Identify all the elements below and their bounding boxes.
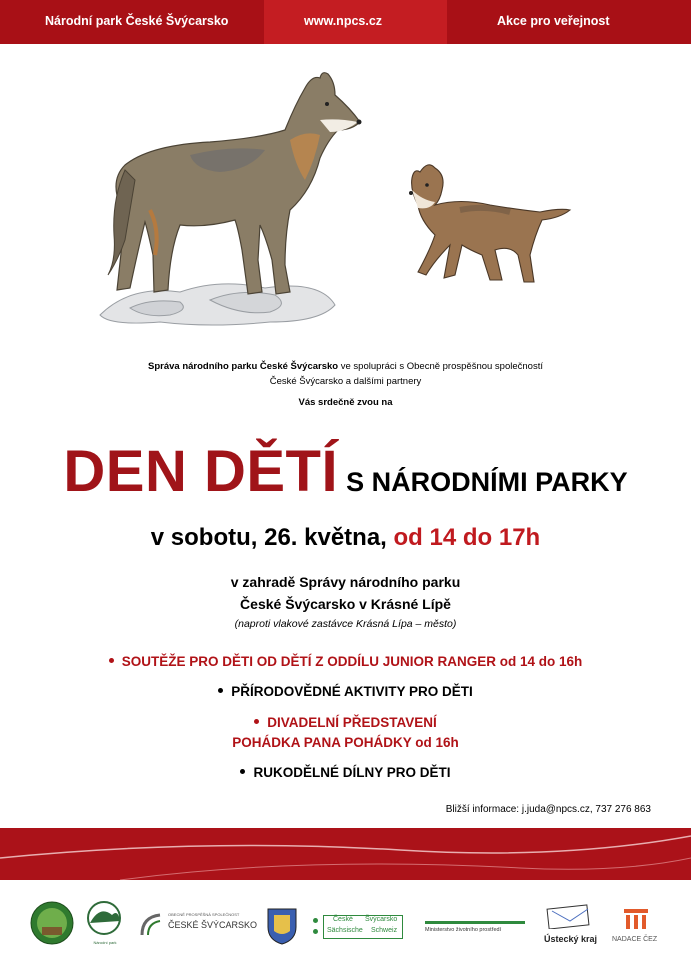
program-item-text: PŘÍRODOVĚDNÉ AKTIVITY PRO DĚTI	[231, 684, 473, 699]
website-link[interactable]: www.npcs.cz	[304, 14, 383, 28]
program-item	[0, 715, 691, 730]
event-date	[0, 524, 691, 552]
national-park-logo	[82, 901, 128, 945]
title-sub: S NÁRODNÍMI PARKY	[346, 467, 628, 497]
region-cz-2: Švýcarsko	[365, 916, 398, 923]
program-item	[0, 684, 691, 699]
program-item-text: SOUTĚŽE PRO DĚTI OD DĚTÍ Z ODDÍLU JUNIOR RANGER	[121, 654, 496, 669]
ops-logo-small: OBECNĚ PROSPĚŠNÁ SPOLEČNOST	[168, 912, 240, 917]
contact-info: Bližší informace: j.juda@npcs.cz, 737 276 863	[445, 804, 651, 815]
program-item-text: RUKODĚLNÉ DÍLNY PRO DĚTI	[253, 765, 451, 780]
event-category: Akce pro veřejnost	[497, 14, 610, 28]
invitation: Vás srdečně zvou na	[298, 397, 393, 408]
np-emblem-icon	[82, 901, 126, 935]
venue-line-2: České Švýcarsko v Krásné Lípě	[240, 596, 451, 612]
region-cz-1: České	[333, 916, 353, 923]
title-main: DEN DĚTÍ	[63, 439, 339, 504]
region-dot-icon	[313, 918, 318, 923]
region-de-2: Schweiz	[371, 927, 398, 934]
np-logo-caption: Národní park	[93, 940, 117, 945]
ops-swirl-icon	[138, 911, 166, 939]
bullet-icon	[254, 719, 259, 724]
coat-of-arms-logo	[266, 907, 298, 945]
venue-note: (naproti vlakové zastávce Krásná Lípa – město)	[234, 618, 457, 630]
program-item-text: DIVADELNÍ PŘEDSTAVENÍ	[267, 715, 437, 730]
bullet-icon	[109, 658, 114, 663]
event-title	[0, 438, 691, 502]
wave-decoration	[0, 828, 691, 880]
program-item-line2: POHÁDKA PANA POHÁDKY od 16h	[232, 735, 459, 750]
partner-logos	[0, 893, 691, 953]
bullet-icon	[240, 769, 245, 774]
date-time: od 14 do 17h	[386, 524, 541, 551]
bilateral-region-logo	[313, 915, 403, 941]
ministry-name: Ministerstvo životního prostředí	[425, 927, 502, 933]
region-dot-icon	[313, 929, 318, 934]
venue-line-1: v zahradě Správy národního parku	[230, 574, 461, 590]
park-name: Národní park České Švýcarsko	[45, 14, 229, 28]
region-de-1: Sächsische	[327, 927, 363, 934]
ops-logo-name: ČESKÉ ŠVÝCARSKO	[168, 920, 258, 930]
bullet-icon	[218, 688, 223, 693]
program-item	[0, 765, 691, 780]
cez-name: NADACE ČEZ	[612, 936, 658, 943]
program-item-time: od 14 do 16h	[496, 654, 583, 669]
region-logo	[544, 903, 600, 944]
organizer-line	[0, 361, 691, 372]
top-bar	[0, 0, 691, 44]
cez-icon	[622, 907, 650, 931]
adult-wolf	[108, 73, 362, 294]
cez-foundation-logo	[612, 907, 668, 943]
organizer-partner: ve spolupráci s Obecně prospěšnou společností	[338, 361, 543, 372]
envelope-icon	[544, 903, 594, 929]
program-item	[0, 654, 691, 669]
date-day: v sobotu, 26. května,	[150, 524, 387, 551]
ministry-logo	[425, 921, 525, 933]
junior-ranger-logo	[30, 901, 74, 945]
organizer-name: Správa národního parku České Švýcarsko	[148, 361, 339, 372]
partners-line: České Švýcarsko a dalšími partnery	[269, 376, 422, 387]
decorative-band	[0, 828, 691, 880]
wolf-pup	[409, 165, 570, 282]
wolf-illustration	[90, 60, 590, 350]
rocks	[100, 284, 335, 325]
region-name: Ústecký kraj	[544, 934, 598, 944]
